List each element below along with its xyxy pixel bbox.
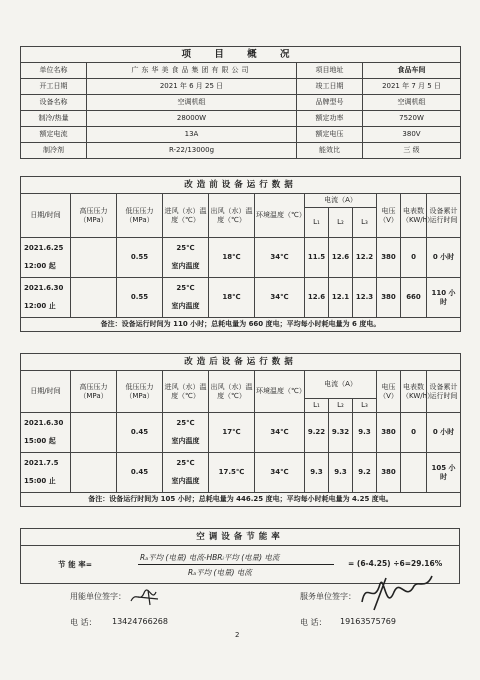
before-table (20, 176, 461, 332)
user-sign-label: 用能单位签字： (70, 592, 126, 601)
row-meter: 660 (401, 278, 427, 318)
table-row (21, 453, 461, 493)
header-inlet-temp: 进风（水）温度（℃） (163, 194, 209, 238)
row-low-pressure: 0.55 (117, 278, 163, 318)
header-runtime: 设备累计运行时间 (427, 371, 461, 413)
row-outlet-temp: 18℃ (209, 278, 255, 318)
row-high-pressure (71, 238, 117, 278)
before-section-title: 改造前设备运行数据 (21, 177, 461, 194)
header-low-pressure: 低压压力（MPa） (117, 371, 163, 413)
row-meter: 0 (401, 413, 427, 453)
row-l3: 12.2 (353, 238, 377, 278)
row-datetime: 2021.7.5 15:00 止 (21, 453, 71, 493)
header-datetime: 日期/时间 (21, 194, 71, 238)
overview-table (20, 46, 461, 159)
header-l3: L₃ (353, 208, 377, 238)
header-low-pressure: 低压压力（MPa） (117, 194, 163, 238)
user-phone-label: 电 话： (70, 618, 97, 627)
row-inlet-temp: 25℃ 室内温度 (163, 453, 209, 493)
header-high-pressure: 高压压力（MPa） (71, 371, 117, 413)
row-low-pressure: 0.45 (117, 413, 163, 453)
overview-label: 开工日期 (21, 79, 87, 95)
row-l1: 9.22 (305, 413, 329, 453)
service-signature (356, 572, 436, 616)
row-voltage: 380 (377, 453, 401, 493)
header-l1: L₁ (305, 399, 329, 413)
header-high-pressure: 高压压力（MPa） (71, 194, 117, 238)
after-table (20, 353, 461, 507)
header-runtime: 设备累计运行时间 (427, 194, 461, 238)
row-inlet-temp: 25℃ 室内温度 (163, 278, 209, 318)
row-l3: 12.3 (353, 278, 377, 318)
row-high-pressure (71, 453, 117, 493)
overview-label: 项目地址 (297, 63, 363, 79)
overview-value: 2021 年 7 月 5 日 (363, 79, 461, 95)
page-number: 2 (235, 631, 240, 639)
row-outlet-temp: 18℃ (209, 238, 255, 278)
row-runtime: 105 小时 (427, 453, 461, 493)
before-note: 备注：设备运行时间为 110 小时；总耗电量为 660 度电；平均每小时耗电量为 6 度电。 (21, 318, 461, 332)
row-voltage: 380 (377, 413, 401, 453)
overview-label: 额定功率 (297, 111, 363, 127)
row-ambient-temp: 34℃ (255, 453, 305, 493)
overview-value: 2021 年 6 月 25 日 (87, 79, 297, 95)
row-runtime: 110 小时 (427, 278, 461, 318)
row-inlet-temp: 25℃ 室内温度 (163, 238, 209, 278)
overview-value: 广东华美食品集团有限公司 (87, 63, 297, 79)
row-voltage: 380 (377, 238, 401, 278)
row-high-pressure (71, 278, 117, 318)
overview-value: 食品车间 (363, 63, 461, 79)
overview-value: 380V (363, 127, 461, 143)
header-meter: 电表数（KW/h） (401, 371, 427, 413)
row-voltage: 380 (377, 278, 401, 318)
row-l1: 11.5 (305, 238, 329, 278)
table-row (21, 238, 461, 278)
row-l2: 12.1 (329, 278, 353, 318)
overview-label: 额定电压 (297, 127, 363, 143)
overview-title: 项 目 概 况 (21, 47, 461, 63)
row-datetime: 2021.6.30 15:00 起 (21, 413, 71, 453)
row-l3: 9.3 (353, 413, 377, 453)
row-datetime: 2021.6.30 12:00 止 (21, 278, 71, 318)
overview-value: R-22/13000g (87, 143, 297, 159)
header-ambient-temp: 环境温度（℃） (255, 371, 305, 413)
header-inlet-temp: 进风（水）温度（℃） (163, 371, 209, 413)
savings-numerator: Rₐ平均 (电量) 电流-HBRᵢ平均 (电量) 电流 (140, 553, 280, 562)
header-l2: L₂ (329, 208, 353, 238)
row-meter (401, 453, 427, 493)
table-row (21, 278, 461, 318)
header-ambient-temp: 环境温度（℃） (255, 194, 305, 238)
overview-value: 空调机组 (363, 95, 461, 111)
header-l3: L₃ (353, 399, 377, 413)
row-l3: 9.2 (353, 453, 377, 493)
header-voltage: 电压（V） (377, 194, 401, 238)
row-low-pressure: 0.45 (117, 453, 163, 493)
row-runtime: 0 小时 (427, 238, 461, 278)
after-section-title: 改造后设备运行数据 (21, 354, 461, 371)
overview-label: 设备名称 (21, 95, 87, 111)
fraction-bar (138, 564, 334, 565)
table-row (21, 413, 461, 453)
row-outlet-temp: 17℃ (209, 413, 255, 453)
savings-result: = (6-4.25) ÷6=29.16% (348, 559, 443, 568)
overview-value: 空调机组 (87, 95, 297, 111)
row-datetime: 2021.6.25 12:00 起 (21, 238, 71, 278)
row-l2: 9.32 (329, 413, 353, 453)
overview-label: 竣工日期 (297, 79, 363, 95)
row-l1: 12.6 (305, 278, 329, 318)
savings-label: 节 能 率= (58, 560, 93, 569)
user-signature (128, 587, 164, 607)
row-l2: 9.3 (329, 453, 353, 493)
header-datetime: 日期/时间 (21, 371, 71, 413)
header-meter: 电表数（KW/h） (401, 194, 427, 238)
overview-value: 13A (87, 127, 297, 143)
after-note: 备注：设备运行时间为 105 小时；总耗电量为 446.25 度电；平均每小时耗电量为 4.25 度电。 (21, 493, 461, 507)
row-l1: 9.3 (305, 453, 329, 493)
savings-section-title: 空调设备节能率 (21, 529, 460, 546)
header-l1: L₁ (305, 208, 329, 238)
header-outlet-temp: 出风（水）温度（℃） (209, 194, 255, 238)
overview-label: 能效比 (297, 143, 363, 159)
service-phone-label: 电 话： (300, 618, 327, 627)
header-current: 电流（A） (305, 194, 377, 208)
row-meter: 0 (401, 238, 427, 278)
savings-denominator: Rₐ平均 (电量) 电流 (188, 568, 252, 577)
overview-label: 额定电流 (21, 127, 87, 143)
row-l2: 12.6 (329, 238, 353, 278)
overview-value: 三 级 (363, 143, 461, 159)
row-runtime: 0 小时 (427, 413, 461, 453)
row-ambient-temp: 34℃ (255, 278, 305, 318)
row-ambient-temp: 34℃ (255, 238, 305, 278)
header-voltage: 电压（V） (377, 371, 401, 413)
overview-value: 28000W (87, 111, 297, 127)
service-sign-label: 服务单位签字： (300, 592, 356, 601)
service-phone: 19163575769 (340, 617, 396, 626)
header-l2: L₂ (329, 399, 353, 413)
row-high-pressure (71, 413, 117, 453)
overview-label: 制冷剂 (21, 143, 87, 159)
overview-label: 单位名称 (21, 63, 87, 79)
header-outlet-temp: 出风（水）温度（℃） (209, 371, 255, 413)
overview-label: 制冷/热量 (21, 111, 87, 127)
overview-label: 品牌型号 (297, 95, 363, 111)
row-outlet-temp: 17.5℃ (209, 453, 255, 493)
row-inlet-temp: 25℃ 室内温度 (163, 413, 209, 453)
overview-value: 7520W (363, 111, 461, 127)
row-ambient-temp: 34℃ (255, 413, 305, 453)
row-low-pressure: 0.55 (117, 238, 163, 278)
user-phone: 13424766268 (112, 617, 168, 626)
header-current: 电流（A） (305, 371, 377, 399)
